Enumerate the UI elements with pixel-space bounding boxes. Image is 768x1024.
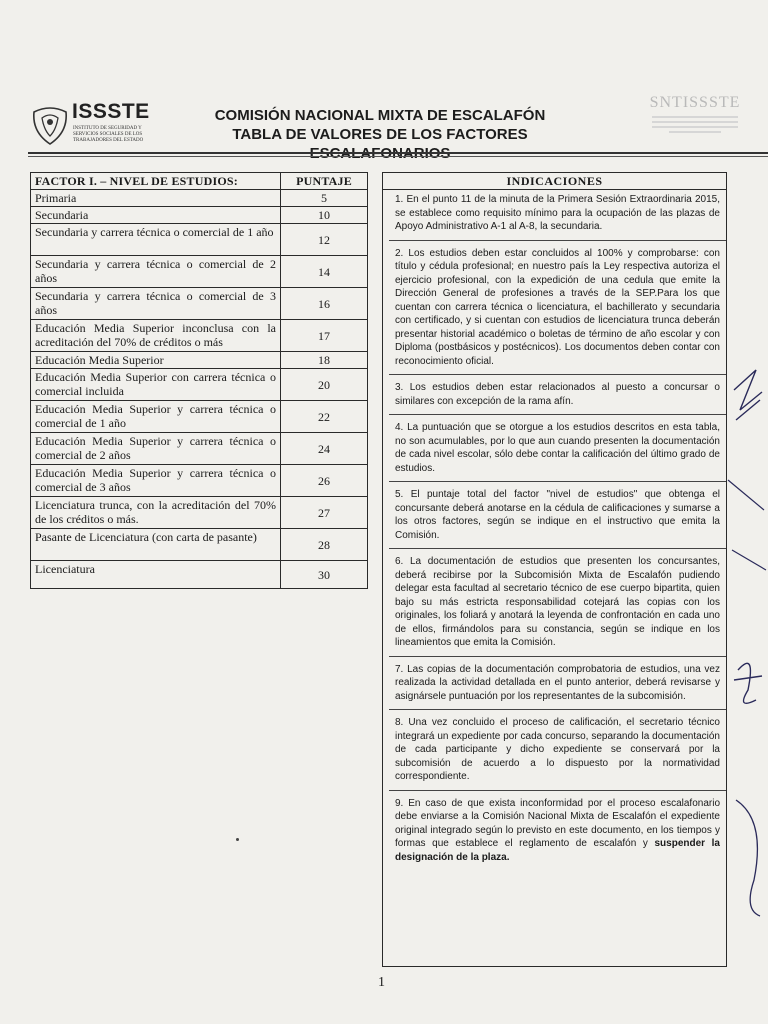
- puntaje-column-header: PUNTAJE: [281, 173, 368, 190]
- indicacion-divider: [389, 656, 726, 657]
- page-number: 1: [378, 975, 385, 990]
- indicacion-item: 1. En el punto 11 de la minuta de la Primera Sesión Extraordinaria 2015, se establece como requisito mínimo para la ocupación de las plazas de Apoyo Administrativo A-1 al A-8, la secundaria.: [395, 194, 720, 232]
- factor-column-header: FACTOR I. – NIVEL DE ESTUDIOS:: [31, 173, 281, 190]
- puntaje-cell: 27: [281, 497, 368, 529]
- indicacion-item-last: [383, 797, 726, 865]
- puntaje-cell: 14: [281, 256, 368, 288]
- indicacion-item: 6. La documentación de estudios que presenten los concursantes, deberá recibirse por la Subcomisión Mixta de Escalafón pudiendo delegar esta facultad al secretario técnico de ese cuerpo bipartita, quien bajo su más estricta responsabilidad cotejará las copias con los originales, los foliará y anotará la leyenda de confrontación en cada uno de ellos, firmándolos para su constancia, según se indique en los lineamientos que emita la Comisión.: [395, 556, 720, 648]
- puntaje-cell: 10: [281, 207, 368, 224]
- table-row: [31, 207, 368, 224]
- stray-mark: [236, 838, 239, 841]
- table-row: [31, 561, 368, 589]
- issste-logo-name: ISSSTE: [72, 100, 150, 123]
- table-row: [31, 190, 368, 207]
- indicacion-divider: [389, 790, 726, 791]
- factor-cell: Secundaria y carrera técnica o comercial de 2 años: [31, 256, 281, 288]
- indicaciones-heading: INDICACIONES: [383, 173, 726, 190]
- indicacion-item: 5. El puntaje total del factor "nivel de estudios" que obtenga el concursante deberá anotarse en la cédula de calificaciones y sumarse a los otros factores, según se indique en el instructivo que emita la Comisión.: [395, 489, 720, 541]
- header-rule: [28, 152, 768, 154]
- indicacion-item-text: 9. En caso de que exista inconformidad por el proceso escalafonario debe enviarse a la Comisión Nacional Mixta de Escalafón el expediente original integrado según lo previsto en este documento, en los tiempos y formas que establece el reglamento de escalafón y: [395, 797, 720, 849]
- factor-cell: Educación Media Superior: [31, 352, 281, 369]
- sntissste-logo-lines: [652, 116, 738, 133]
- factor-cell: Secundaria y carrera técnica o comercial de 1 año: [31, 224, 281, 256]
- issste-emblem-icon: [30, 102, 70, 146]
- table-row: [31, 529, 368, 561]
- table-row: [31, 256, 368, 288]
- indicacion-divider: [389, 481, 726, 482]
- indicacion-item: 7. Las copias de la documentación comprobatoria de estudios, una vez realizada la actividad detallada en el punto anterior, deberá revisarse y asignársele puntuación por los representantes de la subcomisión.: [395, 663, 720, 702]
- puntaje-cell: 16: [281, 288, 368, 320]
- puntaje-cell: 26: [281, 465, 368, 497]
- puntaje-cell: 22: [281, 401, 368, 433]
- factor-cell: Secundaria: [31, 207, 281, 224]
- puntaje-cell: 28: [281, 529, 368, 561]
- table-row: [31, 401, 368, 433]
- sntissste-logo: [640, 94, 750, 150]
- page-title: [160, 106, 600, 163]
- puntaje-cell: 30: [281, 561, 368, 589]
- factor-cell: Licenciatura: [31, 561, 281, 589]
- table-row: [31, 369, 368, 401]
- table-row: [31, 288, 368, 320]
- title-line-1: COMISIÓN NACIONAL MIXTA DE ESCALAFÓN: [214, 107, 546, 124]
- indicacion-item: 8. Una vez concluido el proceso de calificación, el secretario técnico integrará un expediente por cada concurso, separando la documentación de cada participante y dicho expediente se conservará por la subcomisión de acuerdo a lo dispuesto por la normatividad correspondiente.: [395, 717, 720, 782]
- signature-marks: [726, 360, 768, 920]
- indicacion-item: 2. Los estudios deben estar concluidos al 100% y comprobarse: con título y cédula profesional; en nuestro país la Ley respectiva autoriza el ejercicio profesional, con la expedición de una cedula que emite la Dirección General de profesiones a través de la SEP.Para los que cuentan con carrera técnica o licenciatura, el bachillerato y secundaria con certificado, y si cuentan con estudios de licenciatura trunca deberán presentar historial académico o boletas de término de año escolar y con Diploma (postbásicos y postécnicos). Los documentos deben contar con reconocimiento oficial.: [395, 247, 720, 367]
- title-line-2: TABLA DE VALORES DE LOS FACTORES: [232, 126, 528, 143]
- table-row: [31, 497, 368, 529]
- puntaje-cell: 18: [281, 352, 368, 369]
- indicacion-divider: [389, 709, 726, 710]
- indicacion-divider: [389, 414, 726, 415]
- puntaje-cell: 24: [281, 433, 368, 465]
- factor-cell: Secundaria y carrera técnica o comercial de 3 años: [31, 288, 281, 320]
- puntaje-cell: 20: [281, 369, 368, 401]
- indicacion-item: 4. La puntuación que se otorgue a los estudios descritos en esta tabla, no son acumulables, por lo que aun cuando presenten la documentación de cada nivel escolar, sólo debe contar la calificación del último grado de estudios.: [395, 422, 720, 474]
- header-rule-thin: [28, 156, 768, 157]
- puntaje-cell: 17: [281, 320, 368, 352]
- factor-cell: Primaria: [31, 190, 281, 207]
- table-row: [31, 352, 368, 369]
- table-row: [31, 465, 368, 497]
- factor-table: [30, 172, 368, 589]
- factor-cell: Licenciatura trunca, con la acreditación del 70% de los créditos o más.: [31, 497, 281, 529]
- table-row: [31, 433, 368, 465]
- puntaje-cell: 5: [281, 190, 368, 207]
- factor-cell: Educación Media Superior y carrera técnica o comercial de 1 año: [31, 401, 281, 433]
- puntaje-cell: 12: [281, 224, 368, 256]
- sntissste-logo-name: SNTISSSTE: [649, 94, 741, 111]
- factor-cell: Educación Media Superior y carrera técnica o comercial de 2 años: [31, 433, 281, 465]
- indicaciones-panel: [382, 172, 727, 967]
- issste-logo-subtext: INSTITUTO DE SEGURIDAD Y SERVICIOS SOCIALES DE LOS TRABAJADORES DEL ESTADO: [73, 126, 144, 143]
- indicacion-divider: [389, 548, 726, 549]
- indicacion-item-bold-tail: suspender la designación de la plaza.: [395, 838, 720, 863]
- indicacion-divider: [389, 240, 726, 241]
- factor-cell: Educación Media Superior con carrera técnica o comercial incluida: [31, 369, 281, 401]
- factor-cell: Educación Media Superior y carrera técnica o comercial de 3 años: [31, 465, 281, 497]
- factor-cell: Educación Media Superior inconclusa con la acreditación del 70% de créditos o más: [31, 320, 281, 352]
- indicacion-divider: [389, 374, 726, 375]
- factor-cell: Pasante de Licenciatura (con carta de pasante): [31, 529, 281, 561]
- table-row: [31, 320, 368, 352]
- indicacion-item: 3. Los estudios deben estar relacionados al puesto a concursar o similares con excepción de la rama afín.: [395, 382, 720, 407]
- table-row: [31, 224, 368, 256]
